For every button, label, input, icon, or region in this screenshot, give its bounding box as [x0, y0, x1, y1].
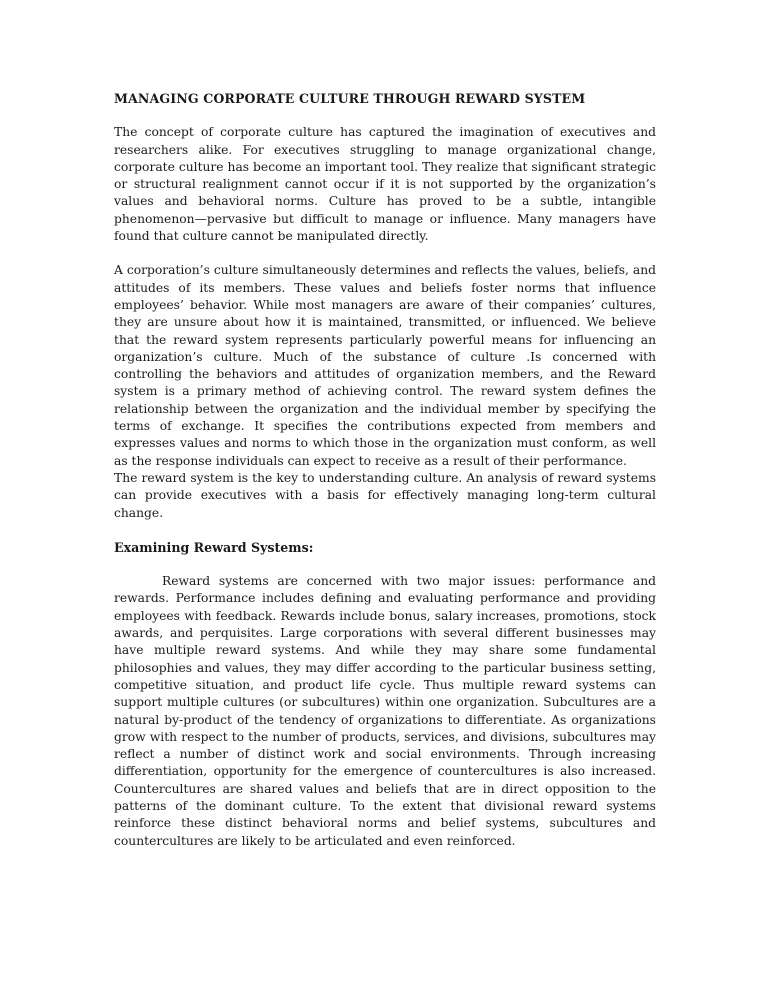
paragraph-culture-reward: A corporation’s culture simultaneously determines and reflects the values, beliefs, and attitudes of its members. These values and beliefs foster norms that influence employees’ behavior. While most managers are aware of their companies’ cultures, they are unsure about how it is maintained, transmitted, or influenced. We believe that the reward system represents particularly powerful means for influencing an organization’s culture. Much of the substance of culture .Is concerned with controlling the behaviors and attitudes of organization members, and the Reward system is a primary method of achieving control. The reward system defines the relationship between the organization and the individual member by specifying the terms of exchange. It specifies the contributions expected from members and expresses values and norms to which those in the organization must conform, as well as the response individuals can expect to receive as a result of their performance.	[114, 263, 656, 468]
paragraph-intro: The concept of corporate culture has captured the imagination of executives and researchers alike. For executives struggling to manage organizational change, corporate culture has become an important tool. They realize that significant strategic or structural realignment cannot occur if it is not supported by the organization’s values and behavioral norms. Culture has proved to be a subtle, intangible phenomenon—pervasive but difficult to manage or influence. Many managers have found that culture cannot be manipulated directly.	[114, 125, 656, 244]
paragraph-reward-systems: Reward systems are concerned with two major issues: performance and rewards. Performance includes defining and evaluating performance and providing employees with feedback. Rewards include bonus, salary increases, promotions, stock awards, and perquisites. Large corporations with several different businesses may have multiple reward systems. And while they may share some fundamental philosophies and values, they may differ according to the particular business setting, competitive situation, and product life cycle. Thus multiple reward systems can support multiple cultures (or subcultures) within one organization. Subcultures are a natural by-product of the tendency of organizations to differentiate. As organizations grow with respect to the number of products, services, and divisions, subcultures may reflect a number of distinct work and social environments. Through increasing differentiation, opportunity for the emergence of countercultures is also increased. Countercultures are shared values and beliefs that are in direct opposition to the patterns of the dominant culture. To the extent that divisional reward systems reinforce these distinct behavioral norms and belief systems, subcultures and countercultures are likely to be articulated and even reinforced.	[114, 574, 656, 848]
section-heading: Examining Reward Systems:	[114, 539, 314, 555]
document-title: MANAGING CORPORATE CULTURE THROUGH REWARD SYSTEM	[114, 91, 586, 106]
paragraph-key-understanding: The reward system is the key to understanding culture. An analysis of reward systems can provide executives with a basis for effectively managing long-term cultural change.	[114, 470, 656, 520]
document-page	[114, 90, 656, 850]
